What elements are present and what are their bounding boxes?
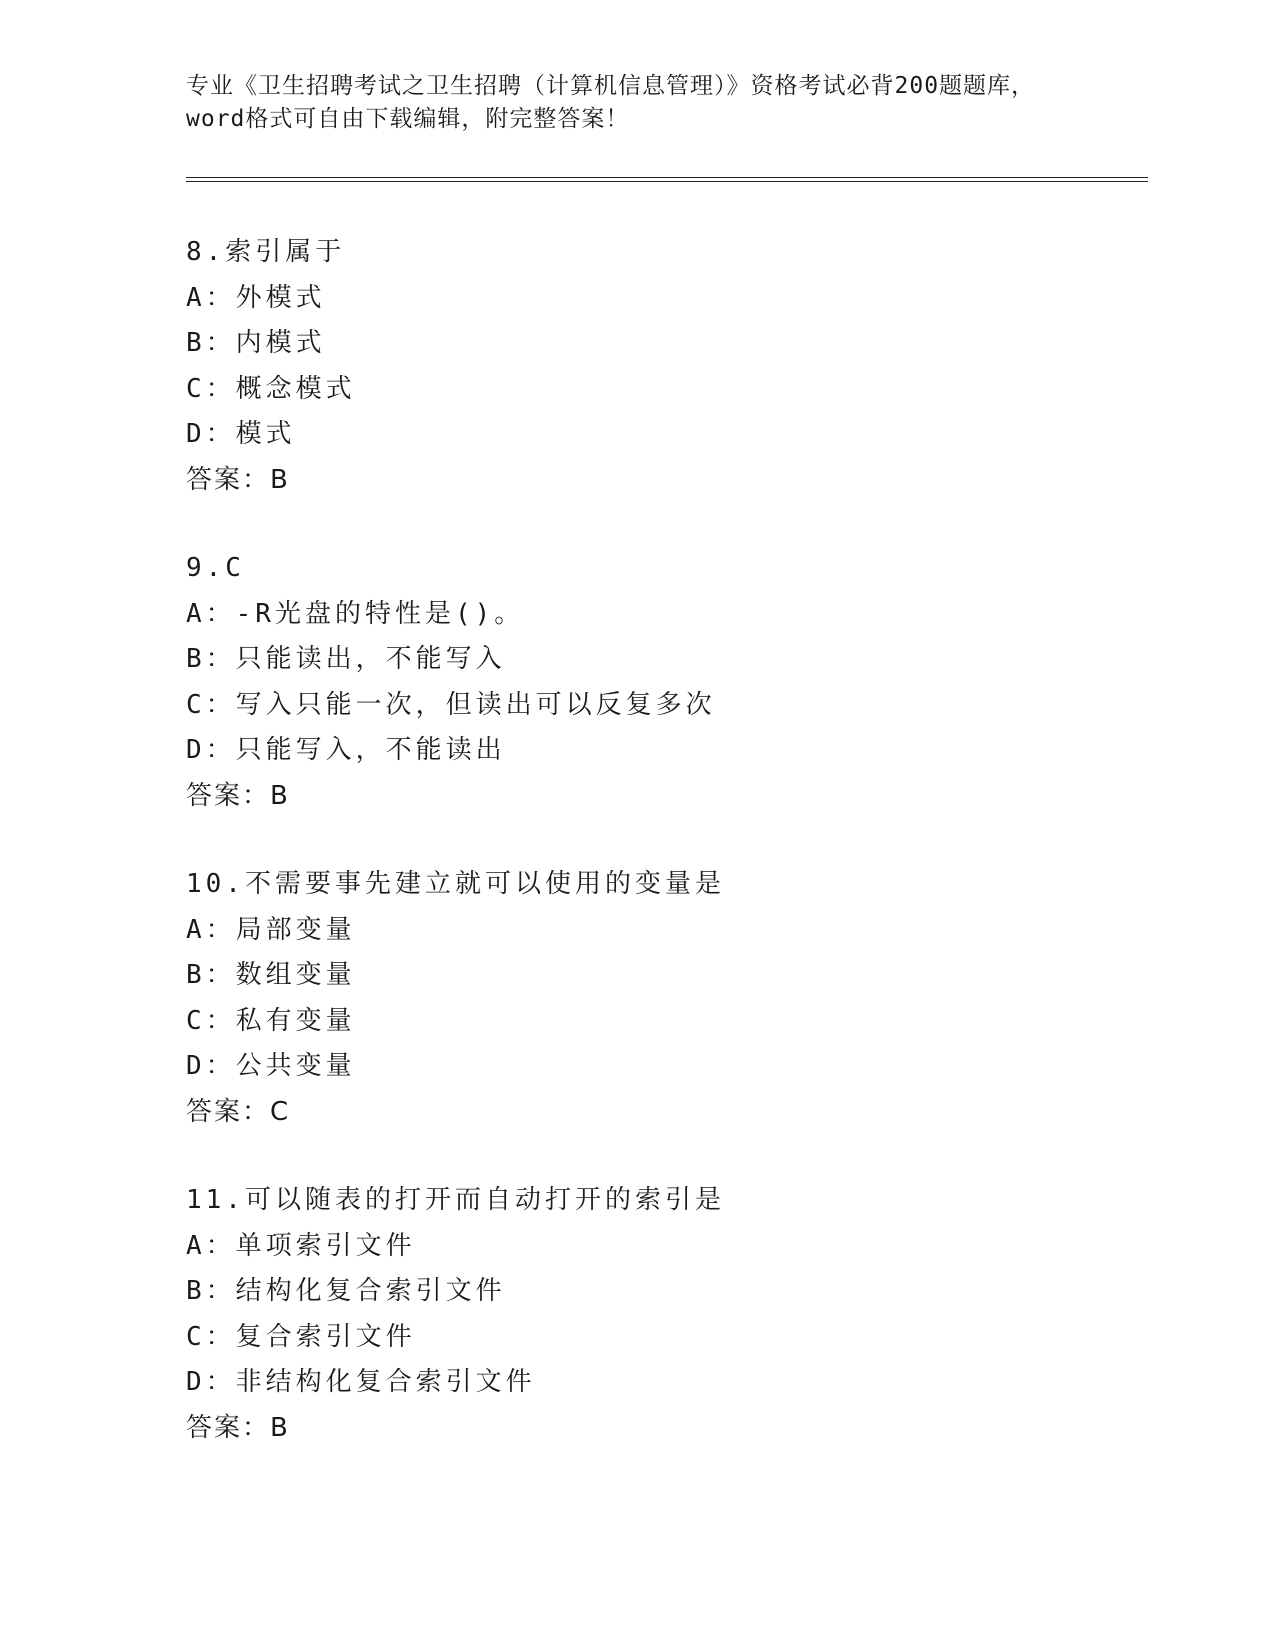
- question-block: [186, 1178, 1086, 1451]
- option-c: C：写入只能一次，但读出可以反复多次: [186, 689, 716, 720]
- question-block: [186, 546, 1086, 819]
- answer-line: 答案：B: [186, 464, 290, 495]
- option-c: C：概念模式: [186, 373, 356, 404]
- header-line-1: 专业《卫生招聘考试之卫生招聘（计算机信息管理）》资格考试必背200题题库，: [186, 73, 1036, 99]
- document-header: [186, 70, 1086, 136]
- header-divider: [186, 177, 1148, 182]
- question-block: [186, 230, 1086, 503]
- question-stem: 9.C: [186, 553, 245, 583]
- option-d: D：只能写入，不能读出: [186, 735, 506, 765]
- option-c: C：私有变量: [186, 1005, 356, 1036]
- option-a: A：外模式: [186, 282, 326, 313]
- answer-line: 答案：B: [186, 780, 290, 811]
- option-b: B：结构化复合索引文件: [186, 1276, 506, 1306]
- answer-line: 答案：C: [186, 1096, 291, 1127]
- question-stem: 10.不需要事先建立就可以使用的变量是: [186, 869, 725, 899]
- option-b: B：数组变量: [186, 960, 356, 990]
- option-c: C：复合索引文件: [186, 1321, 416, 1352]
- option-a: A：-R光盘的特性是()。: [186, 598, 525, 629]
- option-d: D：模式: [186, 419, 296, 449]
- option-b: B：内模式: [186, 328, 326, 358]
- option-a: A：局部变量: [186, 914, 356, 945]
- answer-line: 答案：B: [186, 1412, 290, 1443]
- option-d: D：公共变量: [186, 1051, 356, 1081]
- option-d: D：非结构化复合索引文件: [186, 1367, 536, 1397]
- header-line-2: word格式可自由下载编辑，附完整答案！: [186, 106, 630, 132]
- option-b: B：只能读出，不能写入: [186, 644, 506, 674]
- option-a: A：单项索引文件: [186, 1230, 416, 1261]
- question-stem: 11.可以随表的打开而自动打开的索引是: [186, 1185, 725, 1215]
- question-stem: 8.索引属于: [186, 237, 346, 267]
- question-block: [186, 862, 1086, 1135]
